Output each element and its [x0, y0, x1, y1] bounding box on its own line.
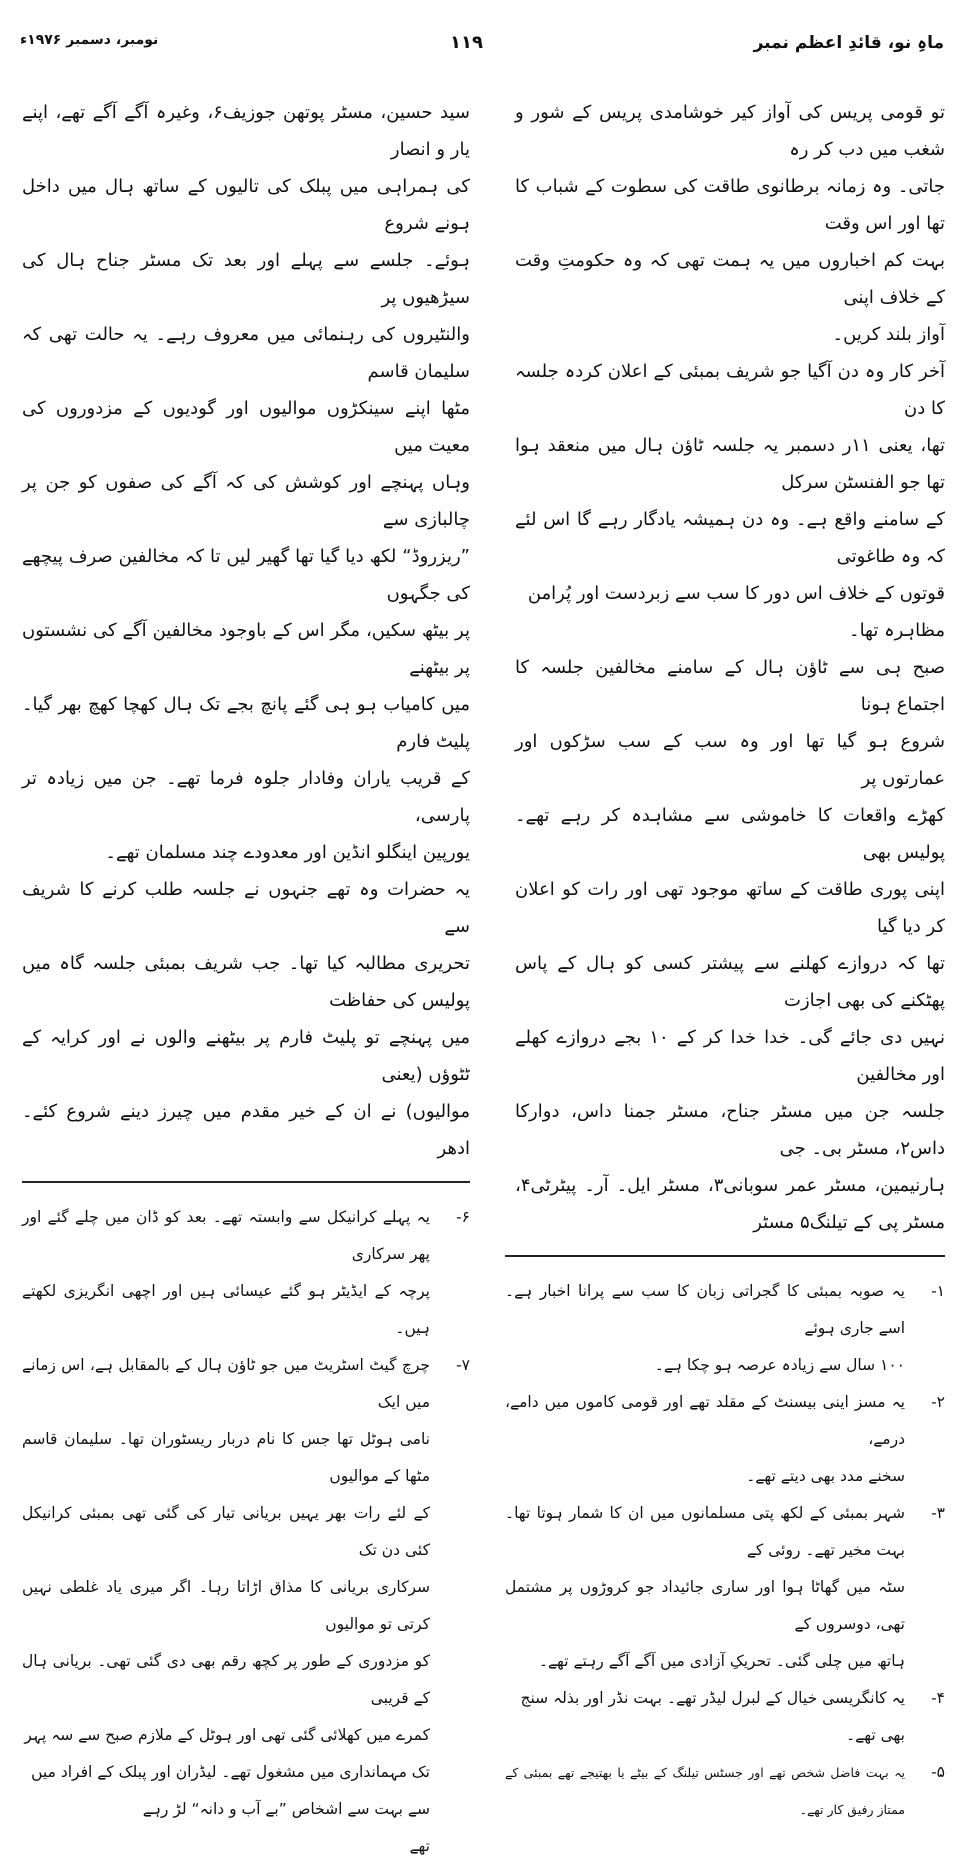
text-line: ”ریزروڈ“ لکھ دیا گیا تھا گھیر لیں تا کہ مخالفین صرف پیچھے کی جگہوں [22, 546, 470, 604]
footnote [505, 1754, 945, 1828]
text-line: صبح ہی سے ٹاؤن ہال کے سامنے مخالفین جلسہ کا اجتماع ہونا [515, 657, 945, 715]
text-line: سخنے مدد بھی دیتے تھے۔ [746, 1467, 905, 1485]
text-line: ہوئے۔ جلسے سے پہلے اور بعد تک مسٹر جناح ہال کی سیڑھیوں پر [22, 250, 470, 308]
running-title: ماہِ نو، قائدِ اعظم نمبر [753, 33, 944, 53]
footnote-number: ۶- [456, 1208, 470, 1226]
text-line: آواز بلند کریں۔ [832, 324, 945, 345]
text-line: میں پہنچے تو پلیٹ فارم پر بیٹھنے والوں نے اور کرایہ کے ٹٹوؤں (یعنی [22, 1027, 470, 1085]
footnote [22, 1199, 470, 1347]
text-line: جاتی۔ وہ زمانہ برطانوی طاقت کی سطوت کے شباب کا تھا اور اس وقت [515, 176, 945, 234]
text-line: تھا کہ دروازے کھلنے سے پیشتر کسی کو ہال کے پاس پھٹکنے کی بھی اجازت [515, 953, 945, 1011]
text-line: اپنی پوری طاقت کے ساتھ موجود تھی اور رات کو اعلان کر دیا گیا [515, 879, 945, 937]
text-line: بھی تھے۔ [846, 1726, 905, 1744]
text-line: کھڑے واقعات کا خاموشی سے مشاہدہ کر رہے تھے۔ پولیس بھی [515, 805, 945, 863]
text-line: سے بہت سے اشخاص ”بے آب و دانہ“ لڑ رہے [142, 1800, 430, 1818]
text-line: کمرے میں کھلائی گئی تھی اور ہوٹل کے ملازم صبح سے سہ پہر [24, 1726, 430, 1744]
right-column [505, 94, 945, 1828]
text-line: ہارنیمین، مسٹر عمر سوبانی۳، مسٹر ایل۔ آر۔ پیٹرٹی۴، مسٹر پی کے تیلنگ۵ مسٹر [515, 1175, 945, 1233]
footnote [505, 1273, 945, 1384]
text-line: یہ صوبہ بمبئی کا گجراتی زبان کا سب سے پرانا اخبار ہے۔ اسے جاری ہوئے [505, 1282, 905, 1337]
text-line: تک مہمانداری میں مشغول تھے۔ لیڈران اور پبلک کے افراد میں [31, 1763, 430, 1781]
text-line: تحریری مطالبہ کیا تھا۔ جب شریف بمبئی جلسہ گاہ میں پولیس کی حفاظت [22, 953, 470, 1011]
text-line: آخر کار وہ دن آگیا جو شریف بمبئی کے اعلان کردہ جلسہ کا دن [515, 361, 945, 419]
text-line: یورپین اینگلو انڈین اور معدودے چند مسلمان تھے۔ [105, 842, 470, 863]
text-line: ہاتھ میں چلی گئی۔ تحریکِ آزادی میں آگے آگے رہتے تھے۔ [538, 1652, 905, 1670]
footnote [22, 1347, 470, 1865]
text-line: سید حسین، مسٹر پوتھن جوزیف۶، وغیرہ آگے آگے تھے، اپنے یار و انصار [22, 102, 470, 160]
left-column-text [22, 94, 470, 1167]
text-line: سٹہ میں گھاٹا ہوا اور ساری جائیداد جو کروڑوں پر مشتمل تھی، دوسروں کے [505, 1578, 905, 1633]
footnote-divider-left [22, 1181, 470, 1183]
footnote-number: ۲- [931, 1393, 945, 1411]
text-line: یہ کانگریسی خیال کے لبرل لیڈر تھے۔ بہت نڈر اور بذلہ سنج [520, 1689, 905, 1707]
text-line: شہر بمبئی کے لکھ پتی مسلمانوں میں ان کا شمار ہوتا تھا۔ بہت مخیر تھے۔ روئی کے [505, 1504, 905, 1559]
right-column-footnotes [505, 1273, 945, 1828]
text-line: مظاہرہ تھا۔ [849, 620, 945, 641]
text-line: تھے [409, 1837, 430, 1855]
text-line: تھا، یعنی ۱۱ر دسمبر یہ جلسہ ٹاؤن ہال میں منعقد ہوا تھا جو الفنسٹن سرکل [515, 435, 945, 493]
text-line: بہت کم اخباروں میں یہ ہمت تھی کہ وہ حکومتِ وقت کے خلاف اپنی [515, 250, 945, 308]
text-line: والنٹیروں کی رہنمائی میں معروف رہے۔ یہ حالت تھی کہ سلیمان قاسم [22, 324, 470, 382]
text-line: کے سامنے واقع ہے۔ وہ دن ہمیشہ یادگار رہے گا اس لئے کہ وہ طاغوتی [515, 509, 945, 567]
footnote-number: ۳- [931, 1504, 945, 1522]
footnote [505, 1495, 945, 1680]
footnote [505, 1384, 945, 1495]
text-line: کی ہمراہی میں پبلک کی تالیوں کے ساتھ ہال میں داخل ہونے شروع [22, 176, 470, 234]
text-line: پر بیٹھ سکیں، مگر اس کے باوجود مخالفین آگے کی نشستوں پر بیٹھنے [22, 620, 470, 678]
text-line: چرچ گیٹ اسٹریٹ میں جو ٹاؤن ہال کے بالمقابل ہے، اس زمانے میں ایک [22, 1356, 430, 1411]
footnote-number: ۷- [456, 1356, 470, 1374]
left-column [22, 94, 470, 1865]
text-line: یہ بہت فاضل شخص تھے اور جسٹس تیلنگ کے بیٹے یا بھتیجے تھے بمبئی کے ممتاز رفیق کار تھے۔ [505, 1765, 905, 1817]
text-line: یہ مسز اینی بیسنٹ کے مقلد تھے اور قومی کاموں میں دامے، درمے، [505, 1393, 905, 1448]
text-line: نامی ہوٹل تھا جس کا نام دربار ریسٹوران تھا۔ سلیمان قاسم مٹھا کے موالیوں [22, 1430, 430, 1485]
text-line: تو قومی پریس کی آواز کیر خوشامدی پریس کے شور و شغب میں دب کر رہ [515, 102, 945, 160]
footnote-divider-right [505, 1255, 945, 1257]
footnote-number: ۵- [931, 1763, 945, 1781]
text-line: پرچہ کے ایڈیٹر ہو گئے عیسائی ہیں اور اچھی انگریزی لکھتے ہیں۔ [22, 1282, 430, 1337]
text-line: مٹھا اپنے سینکڑوں موالیوں اور گودیوں کے مزدوروں کی معیت میں [22, 398, 470, 456]
text-line: قوتوں کے خلاف اس دور کا سب سے زبردست اور پُرامن [527, 583, 945, 604]
text-line: ۱۰۰ سال سے زیادہ عرصہ ہو چکا ہے۔ [654, 1356, 905, 1374]
footnote-number: ۴- [931, 1689, 945, 1707]
text-line: کے لئے رات بھر یہیں بریانی تیار کی گئی تھی بمبئی کرانیکل کئی دن تک [22, 1504, 430, 1559]
text-line: سرکاری بریانی کا مذاق اڑاتا رہا۔ اگر میری یاد غلطی نہیں کرتی تو موالیوں [22, 1578, 430, 1633]
text-line: کے قریب یاران وفادار جلوہ فرما تھے۔ جن میں زیادہ تر پارسی، [22, 768, 470, 826]
text-line: موالیوں) نے ان کے خیر مقدم میں چیرز دینے شروع کئے۔ ادھر [22, 1101, 470, 1159]
text-line: میں کامیاب ہو ہی گئے پانچ بجے تک ہال کھچا کھچ بھر گیا۔ پلیٹ فارم [22, 694, 470, 752]
left-column-footnotes [22, 1199, 470, 1865]
footnote [505, 1680, 945, 1754]
footnote-number: ۱- [931, 1282, 945, 1300]
text-line: نہیں دی جائے گی۔ خدا خدا کر کے ۱۰ بجے دروازے کھلے اور مخالفین [515, 1027, 945, 1085]
right-column-text [505, 94, 945, 1241]
text-line: شروع ہو گیا تھا اور وہ سب کے سب سڑکوں اور عمارتوں پر [515, 731, 945, 789]
page-number: ۱۱۹ [450, 32, 483, 53]
text-line: یہ حضرات وہ تھے جنہوں نے جلسہ طلب کرنے کا شریف سے [22, 879, 470, 937]
text-line: کو مزدوری کے طور پر کچھ رقم بھی دی گئی تھی۔ بریانی ہال کے قریبی [22, 1652, 430, 1707]
text-line: جلسہ جن میں مسٹر جناح، مسٹر جمنا داس، دوارکا داس۲، مسٹر بی۔ جی [515, 1101, 945, 1159]
text-line: وہاں پہنچے اور کوشش کی کہ آگے کی صفوں کو جن پر چالبازی سے [22, 472, 470, 530]
text-line: یہ پہلے کرانیکل سے وابستہ تھے۔ بعد کو ڈان میں چلے گئے اور پھر سرکاری [22, 1208, 430, 1263]
issue-date: نومبر، دسمبر ۱۹۷۶ء [20, 32, 159, 48]
